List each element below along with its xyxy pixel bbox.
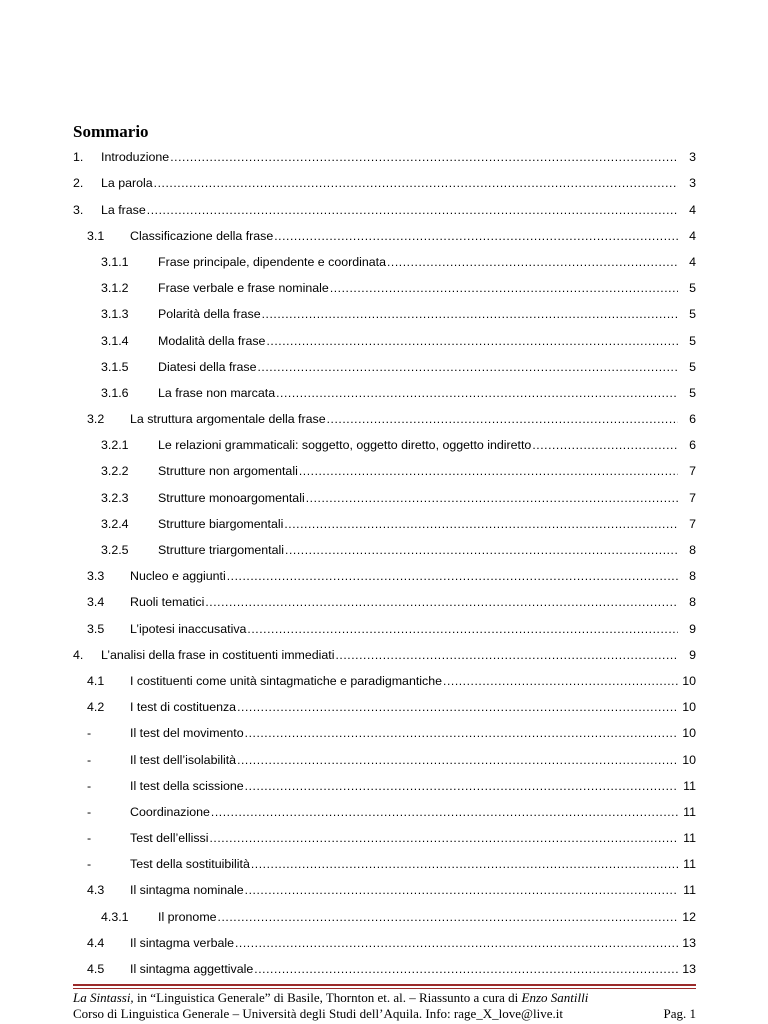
toc-leader-dots bbox=[387, 255, 678, 274]
toc-entry-page: 7 bbox=[689, 464, 696, 479]
toc-leader-dots bbox=[147, 203, 678, 222]
toc-leader-dots bbox=[205, 595, 678, 614]
toc-entry-number: 3.1.6 bbox=[101, 385, 129, 400]
toc-entry-page: 6 bbox=[689, 412, 696, 427]
toc-leader-dots bbox=[251, 857, 678, 876]
toc-entry-number: - bbox=[87, 857, 92, 872]
toc-entry-number: 3.2.3 bbox=[101, 490, 129, 505]
toc-entry-page: 8 bbox=[689, 569, 696, 584]
toc-entry-number: 2. bbox=[73, 176, 84, 191]
toc-entry-label: Ruoli tematici bbox=[130, 595, 205, 610]
toc-entry[interactable] bbox=[73, 772, 696, 798]
toc-entry-page: 5 bbox=[689, 359, 696, 374]
toc-entry-label: Il pronome bbox=[158, 909, 217, 924]
toc-entry-page: 4 bbox=[689, 202, 696, 217]
toc-entry[interactable] bbox=[73, 850, 696, 876]
toc-entry-label: Test della sostituibilità bbox=[130, 857, 250, 872]
toc-entry-label: Frase principale, dipendente e coordinata bbox=[158, 254, 386, 269]
toc-entry[interactable] bbox=[73, 667, 696, 693]
toc-entry-label: L’ipotesi inaccusativa bbox=[130, 621, 247, 636]
toc-entry[interactable] bbox=[73, 536, 696, 562]
toc-entry-label: Strutture non argomentali bbox=[158, 464, 298, 479]
toc-entry-number: 4.3.1 bbox=[101, 909, 129, 924]
toc-entry-label: I test di costituenza bbox=[130, 700, 237, 715]
toc-entry-page: 11 bbox=[683, 804, 696, 819]
toc-entry-number: 4.5 bbox=[87, 962, 105, 976]
toc-entry-page: 13 bbox=[682, 935, 696, 950]
toc-entry-number: 4.2 bbox=[87, 700, 105, 715]
toc-leader-dots bbox=[257, 360, 678, 379]
toc-entry[interactable] bbox=[73, 405, 696, 431]
footer-rule-thick bbox=[73, 984, 696, 986]
toc-leader-dots bbox=[247, 622, 678, 641]
toc-entry-number: 3.1.5 bbox=[101, 359, 129, 374]
toc-leader-dots bbox=[211, 805, 678, 824]
toc-entry-label: Diatesi della frase bbox=[158, 359, 257, 374]
toc-entry-number: 3.2 bbox=[87, 412, 105, 427]
toc-entry[interactable] bbox=[73, 798, 696, 824]
toc-entry-page: 4 bbox=[689, 228, 696, 243]
toc-entry[interactable] bbox=[73, 326, 696, 352]
toc-entry-label: Strutture triargomentali bbox=[158, 543, 285, 557]
toc-entry[interactable] bbox=[73, 222, 696, 248]
footer-citation bbox=[73, 990, 696, 1006]
toc-entry[interactable] bbox=[73, 353, 696, 379]
toc-leader-dots bbox=[330, 281, 678, 300]
toc-entry-number: 3.1.2 bbox=[101, 281, 129, 296]
toc-entry-page: 11 bbox=[683, 857, 696, 872]
toc-entry-label: Il sintagma nominale bbox=[130, 883, 244, 898]
toc-leader-dots bbox=[262, 307, 678, 326]
toc-entry-page: 11 bbox=[683, 778, 696, 793]
toc-leader-dots bbox=[237, 753, 678, 772]
toc-entry[interactable] bbox=[73, 562, 696, 588]
toc-entry[interactable] bbox=[73, 641, 696, 667]
toc-entry-page: 11 bbox=[683, 831, 696, 846]
toc-entry-number: 3.1.3 bbox=[101, 307, 129, 322]
toc-entry[interactable] bbox=[73, 510, 696, 536]
toc-entry-label: Introduzione bbox=[101, 150, 170, 165]
toc-entry-page: 9 bbox=[689, 647, 696, 662]
toc-entry-label: La struttura argomentale della frase bbox=[130, 412, 326, 427]
toc-leader-dots bbox=[245, 779, 678, 798]
toc-entry-page: 10 bbox=[682, 673, 696, 688]
toc-entry-page: 10 bbox=[682, 726, 696, 741]
footer-author: Enzo Santilli bbox=[521, 990, 589, 1005]
toc-entry-label: Il test della scissione bbox=[130, 778, 244, 793]
toc-entry-page: 8 bbox=[689, 543, 696, 557]
toc-entry[interactable] bbox=[73, 483, 696, 509]
footer-citation-text: in “Linguistica Generale” di Basile, Thornton et. al. – Riassunto a cura di bbox=[133, 990, 522, 1005]
toc-leader-dots bbox=[210, 831, 679, 850]
toc-leader-dots bbox=[254, 962, 678, 981]
toc-entry[interactable] bbox=[73, 902, 696, 928]
toc-entry-number: 3.2.2 bbox=[101, 464, 129, 479]
toc-entry-number: 3.2.5 bbox=[101, 543, 129, 557]
toc-leader-dots bbox=[245, 726, 678, 745]
toc-leader-dots bbox=[306, 491, 678, 510]
toc-entry-label: Il sintagma aggettivale bbox=[130, 962, 254, 976]
toc-entry-page: 9 bbox=[689, 621, 696, 636]
toc-leader-dots bbox=[532, 438, 678, 457]
toc-leader-dots bbox=[245, 883, 678, 902]
toc-entry-label: La frase non marcata bbox=[158, 385, 276, 400]
toc-leader-dots bbox=[443, 674, 678, 693]
toc-entry-number: 3.5 bbox=[87, 621, 105, 636]
toc-entry[interactable] bbox=[73, 379, 696, 405]
footer-rule-thin bbox=[73, 988, 696, 989]
toc-leader-dots bbox=[274, 229, 678, 248]
toc-leader-dots bbox=[227, 569, 678, 588]
toc-entry[interactable] bbox=[73, 955, 696, 981]
toc-entry[interactable] bbox=[73, 274, 696, 300]
toc-entry-number: 3.2.4 bbox=[101, 516, 129, 531]
toc-leader-dots bbox=[285, 543, 678, 562]
toc-entry[interactable] bbox=[73, 693, 696, 719]
toc-leader-dots bbox=[235, 936, 678, 955]
toc-leader-dots bbox=[284, 517, 678, 536]
toc-entry-number: 3.1 bbox=[87, 228, 105, 243]
toc-entry-label: L’analisi della frase in costituenti immediati bbox=[101, 647, 335, 662]
toc-entry-label: Il test del movimento bbox=[130, 726, 244, 741]
toc-entry-number: 3.4 bbox=[87, 595, 105, 610]
toc-entry-number: - bbox=[87, 752, 92, 767]
toc-entry[interactable] bbox=[73, 876, 696, 902]
toc-leader-dots bbox=[276, 386, 678, 405]
toc-entry-page: 10 bbox=[682, 752, 696, 767]
toc-entry-page: 7 bbox=[689, 516, 696, 531]
toc-entry-number: 3.3 bbox=[87, 569, 105, 584]
toc-entry-label: Strutture monoargomentali bbox=[158, 490, 305, 505]
toc-leader-dots bbox=[299, 464, 678, 483]
toc-entry-number: 4.1 bbox=[87, 673, 105, 688]
toc-entry-page: 13 bbox=[682, 962, 696, 976]
toc-entry-label: Strutture biargomentali bbox=[158, 516, 284, 531]
toc-entry[interactable] bbox=[73, 588, 696, 614]
toc-entry-number: - bbox=[87, 726, 92, 741]
toc-title: Sommario bbox=[73, 122, 149, 141]
toc-entry-number: 3.1.4 bbox=[101, 333, 129, 348]
toc-entry[interactable] bbox=[73, 457, 696, 483]
footer-course-info bbox=[73, 1006, 696, 1022]
footer-course-text: Corso di Linguistica Generale – Università degli Studi dell’Aquila. Info: rage_X_love@live.it bbox=[73, 1006, 563, 1021]
toc-entry-page: 5 bbox=[689, 333, 696, 348]
toc-entry-page: 11 bbox=[683, 883, 696, 898]
toc-entry-label: Frase verbale e frase nominale bbox=[158, 281, 329, 296]
toc-entry[interactable] bbox=[73, 719, 696, 745]
toc-entry-page: 10 bbox=[682, 700, 696, 715]
toc-entry-label: Nucleo e aggiunti bbox=[130, 569, 226, 584]
toc-entry-number: 3.1.1 bbox=[101, 254, 129, 269]
table-of-contents bbox=[73, 143, 696, 981]
toc-entry-number: 4.4 bbox=[87, 935, 105, 950]
toc-entry-number: - bbox=[87, 804, 92, 819]
toc-entry-page: 5 bbox=[689, 281, 696, 296]
toc-leader-dots bbox=[170, 150, 678, 169]
toc-entry-label: Il test dell’isolabilità bbox=[130, 752, 237, 767]
toc-entry-page: 3 bbox=[689, 176, 696, 191]
toc-entry-label: Classificazione della frase bbox=[130, 228, 274, 243]
toc-entry-page: 8 bbox=[689, 595, 696, 610]
toc-entry[interactable] bbox=[73, 431, 696, 457]
toc-entry[interactable] bbox=[73, 745, 696, 771]
footer-title: La Sintassi, bbox=[73, 990, 134, 1005]
toc-entry-page: 12 bbox=[682, 909, 696, 924]
toc-leader-dots bbox=[218, 910, 678, 929]
toc-entry[interactable] bbox=[73, 614, 696, 640]
page-number: Pag. 1 bbox=[663, 1006, 696, 1021]
toc-entry[interactable] bbox=[73, 169, 696, 195]
toc-entry-label: Il sintagma verbale bbox=[130, 935, 234, 950]
toc-entry-number: - bbox=[87, 831, 92, 846]
toc-entry-page: 4 bbox=[689, 254, 696, 269]
toc-leader-dots bbox=[237, 700, 678, 719]
toc-entry-label: Coordinazione bbox=[130, 804, 210, 819]
toc-entry[interactable] bbox=[73, 143, 696, 169]
toc-entry-label: Le relazioni grammaticali: soggetto, oggetto diretto, oggetto indiretto bbox=[158, 438, 532, 453]
toc-entry-page: 5 bbox=[689, 307, 696, 322]
toc-entry-page: 6 bbox=[689, 438, 696, 453]
toc-leader-dots bbox=[154, 176, 678, 195]
toc-leader-dots bbox=[335, 648, 678, 667]
toc-entry-number: - bbox=[87, 778, 92, 793]
toc-entry-number: 1. bbox=[73, 150, 84, 165]
toc-entry-number: 3. bbox=[73, 202, 84, 217]
toc-leader-dots bbox=[266, 334, 678, 353]
toc-entry-label: Modalità della frase bbox=[158, 333, 266, 348]
toc-entry-label: Test dell’ellissi bbox=[130, 831, 209, 846]
toc-entry[interactable] bbox=[73, 195, 696, 221]
toc-entry-page: 3 bbox=[689, 150, 696, 165]
toc-entry-number: 4.3 bbox=[87, 883, 105, 898]
toc-entry-label: I costituenti come unità sintagmatiche e paradigmantiche bbox=[130, 673, 443, 688]
toc-entry[interactable] bbox=[73, 929, 696, 955]
toc-entry-number: 4. bbox=[73, 647, 84, 662]
toc-entry-page: 7 bbox=[689, 490, 696, 505]
toc-entry-page: 5 bbox=[689, 385, 696, 400]
toc-entry[interactable] bbox=[73, 248, 696, 274]
toc-entry-number: 3.2.1 bbox=[101, 438, 129, 453]
toc-entry-label: Polarità della frase bbox=[158, 307, 261, 322]
toc-entry-label: La parola bbox=[101, 176, 153, 191]
toc-entry[interactable] bbox=[73, 300, 696, 326]
toc-entry-label: La frase bbox=[101, 202, 146, 217]
toc-leader-dots bbox=[327, 412, 678, 431]
toc-entry[interactable] bbox=[73, 824, 696, 850]
